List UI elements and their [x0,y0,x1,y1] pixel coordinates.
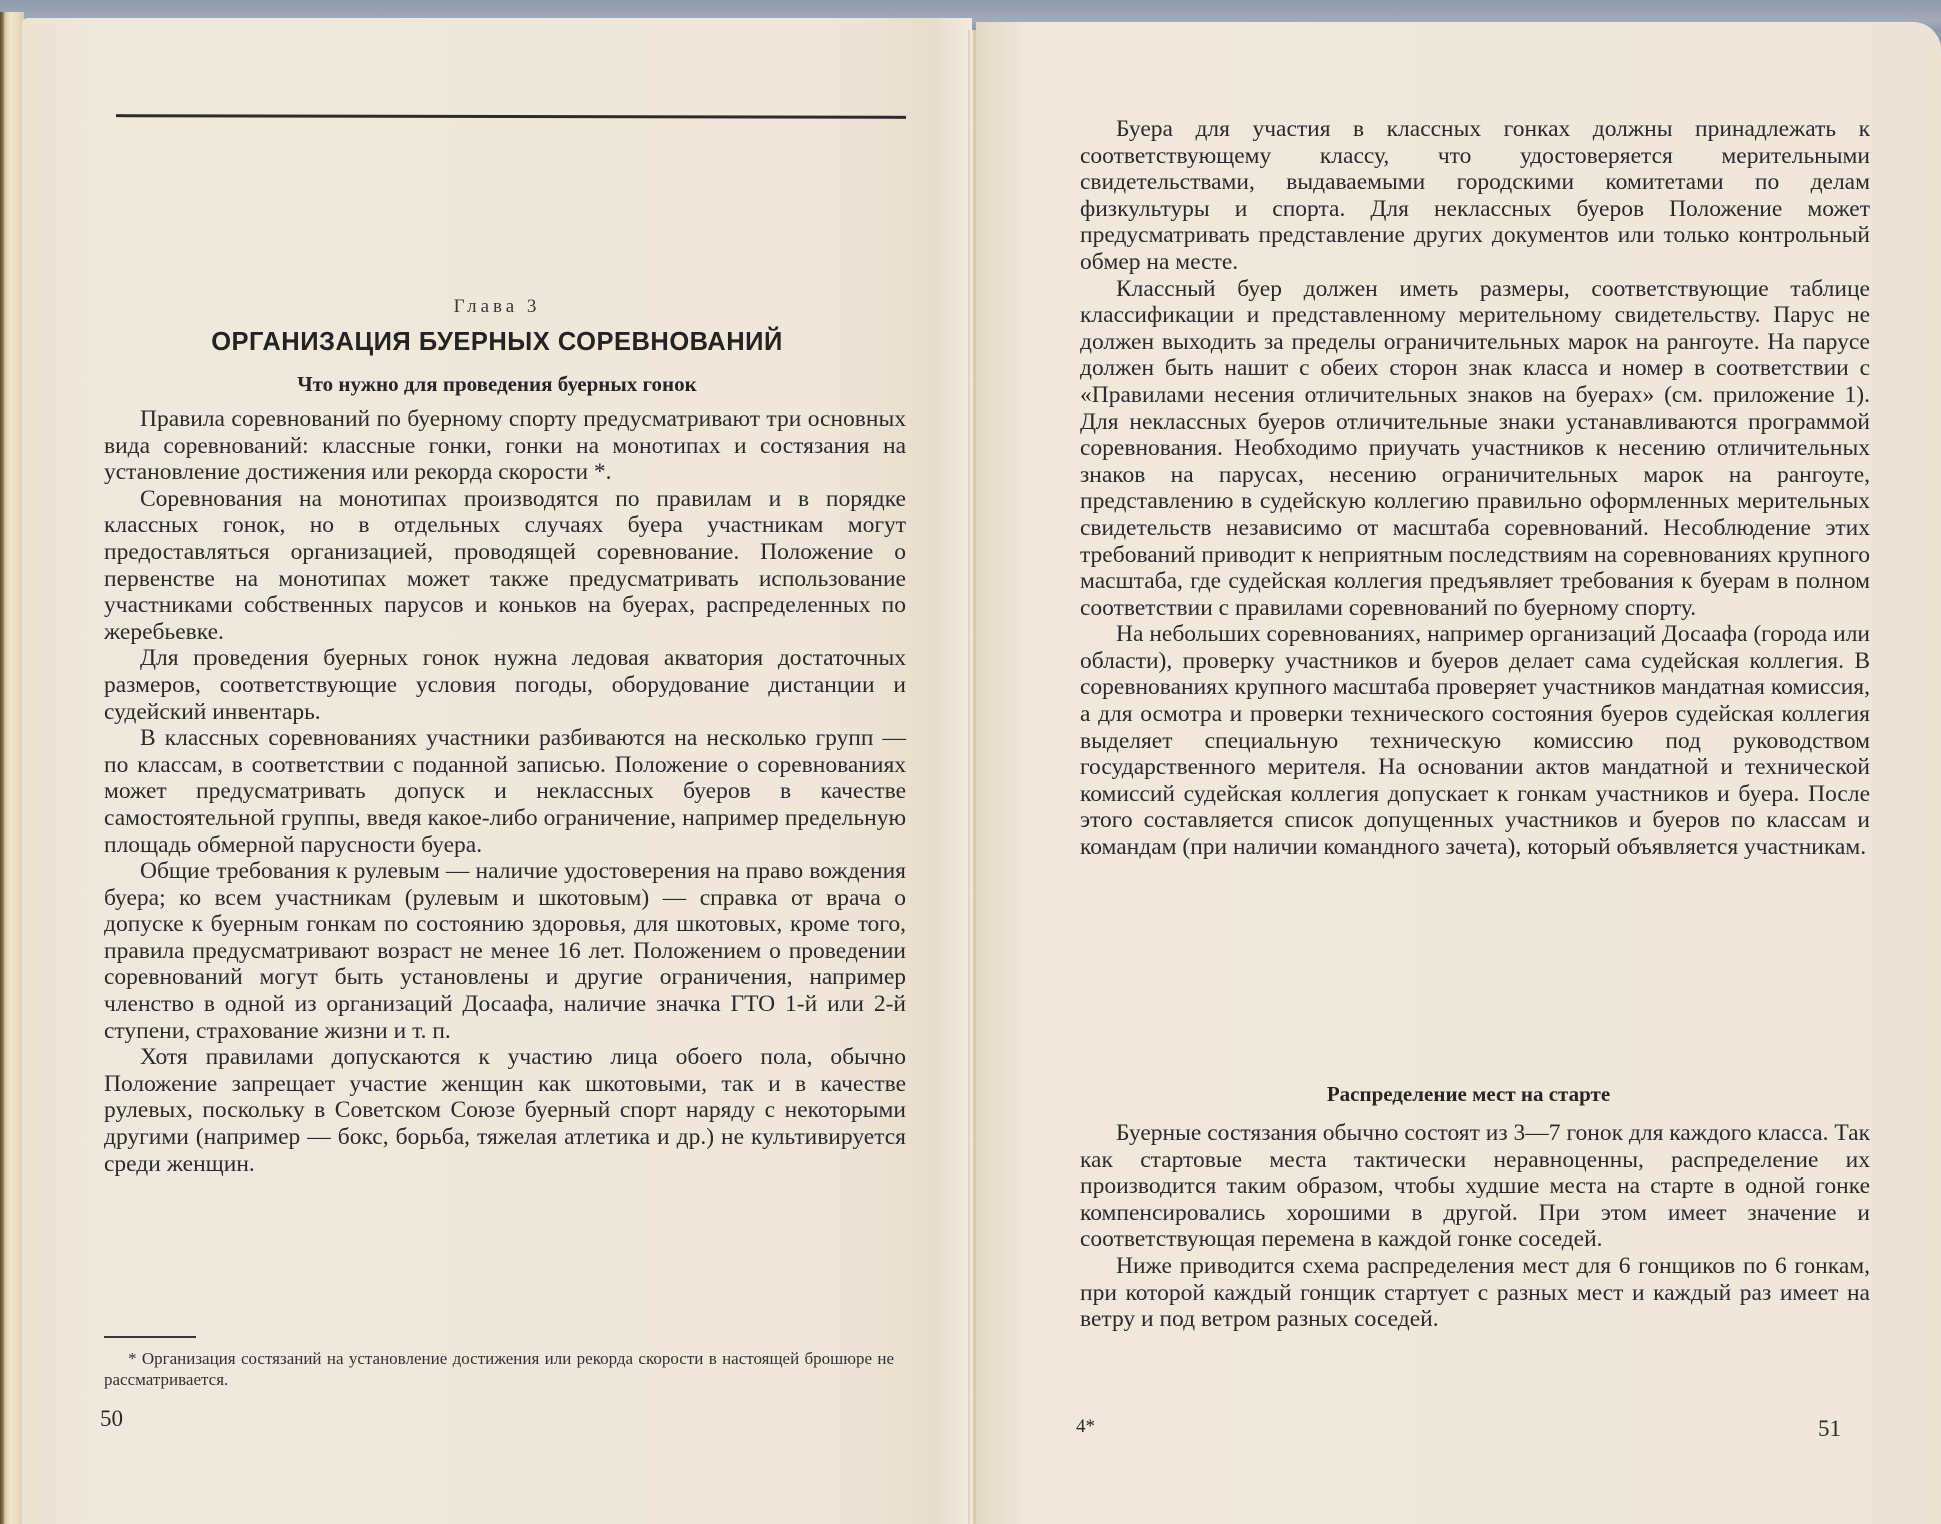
page-number-right: 51 [1818,1416,1841,1441]
paragraph: На небольших соревнованиях, например организаций Досаафа (города или области), проверку участников и буеров делает сама судейская коллегия. В соревнованиях крупного масштаба проверяет участников мандатная комиссия, а для осмотра и проверки технического состояния буеров судейская коллегия выделяет специальную техническую комиссию под руководством государственного мерителя. На основании актов мандатной и технической комиссий судейская коллегия допускает к гонкам участников и буера. После этого составляется список допущенных участников и буеров по классам и командам (при наличии командного зачета), который объявляется участникам. [1080,621,1870,861]
signature-mark: 4* [1076,1416,1095,1437]
paragraph: Соревнования на монотипах производятся по правилам и в порядке классных гонок, но в отдельных случаях буера участникам могут предоставляться организацией, проводящей соревнование. Положение о первенстве на монотипах может также предусматривать использование участниками собственных парусов и коньков на буерах, распределенных по жеребьевке. [104,485,906,645]
page-number-left: 50 [100,1406,123,1431]
paragraph: Общие требования к рулевым — наличие удостоверения на право вождения буера; ко всем участникам (рулевым и шкотовым) — справка от врача о допуске к буерным гонкам по состоянию здоровья, для шкотовых, кроме того, правила предусматривают возраст не менее 16 лет. Положением о проведении соревнований могут быть установлены и другие ограничения, например членство в одной из организаций Досаафа, наличие значка ГТО 1-й или 2-й ступени, страхование жизни и т. п. [104,858,906,1044]
right-page [976,22,1941,1524]
section-title-start-positions: Распределение мест на старте [1326,1082,1611,1106]
right-page-body-bottom [1080,1120,1870,1333]
left-page [22,18,972,1524]
right-page-body-top [1080,116,1870,861]
paragraph: В классных соревнованиях участники разбиваются на несколько групп — по классам, в соответствии с поданной записью. Положение о соревнованиях может предусматривать допуск и неклассных буеров в качестве самостоятельной группы, введя какое-либо ограничение, например предельную площадь обмерной парусности буера. [104,725,906,858]
footnote-rule [104,1336,196,1338]
header-rule [116,114,906,119]
footnote-text: * Организация состязаний на установление достижения или рекорда скорости в настоящей брошюре не рассматривается. [104,1349,894,1389]
book-page-edges [0,12,24,1524]
paragraph: Для проведения буерных гонок нужна ледовая акватория достаточных размеров, соответствующие условия погоды, оборудование дистанции и судейский инвентарь. [104,645,906,725]
chapter-label: Глава 3 [453,296,541,317]
paragraph: Буерные состязания обычно состоят из 3—7 гонок для каждого класса. Так как стартовые места тактически неравноценны, распределение их производится таким образом, чтобы худшие места на старте в одной гонке компенсировались хорошими в другой. При этом имеет значение и соответствующая перемена в каждой гонке соседей. [1080,1120,1870,1253]
paragraph: Правила соревнований по буерному спорту предусматривают три основных вида соревнований: классные гонки, гонки на монотипах и состязания на установление достижения или рекорда скорости *. [104,406,906,486]
left-page-body [104,406,906,1177]
chapter-title: ОРГАНИЗАЦИЯ БУЕРНЫХ СОРЕВНОВАНИЙ [211,328,783,356]
paragraph: Ниже приводится схема распределения мест для 6 гонщиков по 6 гонкам, при которой каждый гонщик стартует с разных мест и каждый раз имеет на ветру и под ветром разных соседей. [1080,1252,1870,1333]
paragraph: Хотя правилами допускаются к участию лица обоего пола, обычно Положение запрещает участие женщин как шкотовыми, так и в качестве рулевых, поскольку в Советском Союзе буерный спорт наряду с некоторыми другими (например — бокс, борьба, тяжелая атлетика и др.) не культивируется среди женщин. [104,1044,906,1177]
footnote [104,1348,894,1390]
paragraph: Классный буер должен иметь размеры, соответствующие таблице классификации и представленному мерительному свидетельству. Парус не должен выходить за пределы ограничительных марок на рангоуте. На парусе должен быть нашит с обеих сторон знак класса и номер в соответствии с «Правилами несения отличительных знаков на буерах» (см. приложение 1). Для неклассных буеров отличительные знаки устанавливаются программой соревнования. Необходимо приучать участников к несению отличительных знаков на парусах, несению ограничительных марок на рангоуте, представлению в судейскую коллегию правильно оформленных мерительных свидетельств независимо от масштаба соревнований. Несоблюдение этих требований приводит к неприятным последствиям на соревнованиях крупного масштаба, где судейская коллегия предъявляет требования к буерам в полном соответствии с правилами соревнований по буерному спорту. [1080,275,1870,621]
paragraph: Буера для участия в классных гонках должны принадлежать к соответствующему классу, что удостоверяется мерительными свидетельствами, выдаваемыми городскими комитетами по делам физкультуры и спорта. Для неклассных буеров Положение может предусматривать представление других документов или только контрольный обмер на месте. [1080,116,1870,275]
section-title: Что нужно для проведения буерных гонок [297,372,697,396]
